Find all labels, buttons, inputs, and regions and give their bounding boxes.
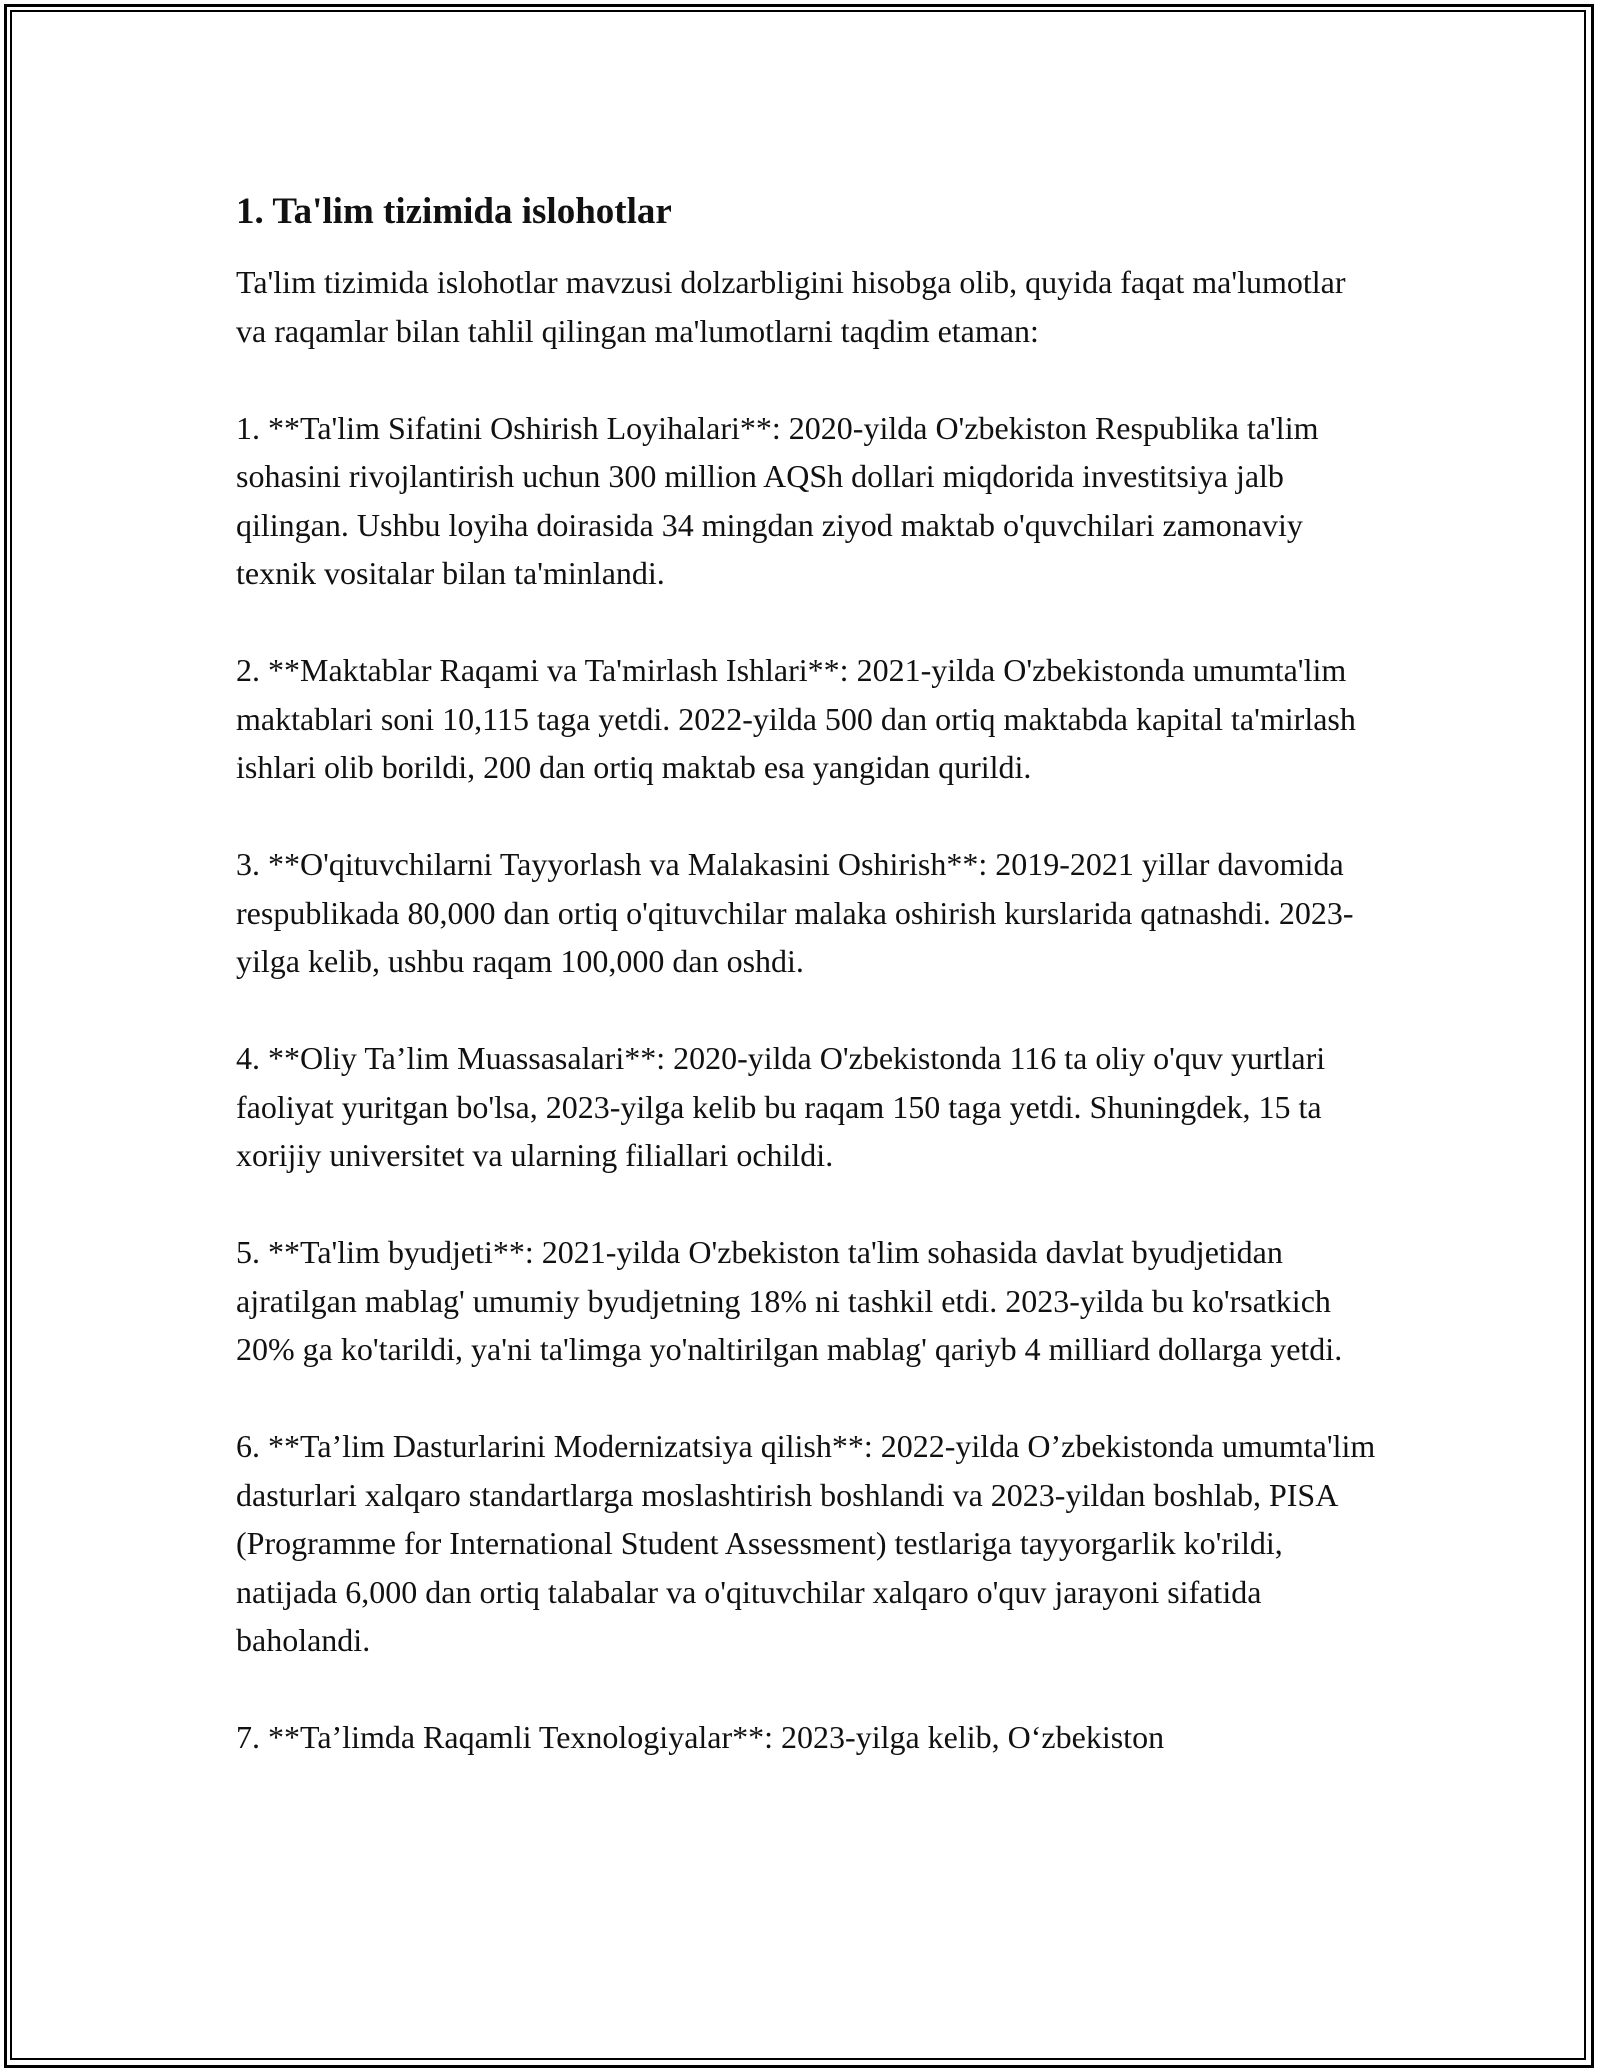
intro-paragraph: Ta'lim tizimida islohotlar mavzusi dolzarbligini hisobga olib, quyida faqat ma'lumotlar va raqamlar bilan tahlil qilingan ma'lumotlarni taqdim etaman:	[236, 264, 1346, 349]
list-item-1: 1. **Ta'lim Sifatini Oshirish Loyihalari**: 2020-yilda O'zbekiston Respublika ta'lim sohasini rivojlantirish uchun 300 million AQSh dollari miqdorida investitsiya jalb qilingan. Ushbu loyiha doirasida 34 mingdan ziyod maktab o'quvchilari zamonaviy texnik vositalar bilan ta'minlandi.	[236, 409, 1319, 591]
list-item-7: 7. **Ta’limda Raqamli Texnologiyalar**: 2023-yilga kelib, O‘zbekiston	[236, 1719, 1165, 1755]
list-item-4: 4. **Oliy Ta’lim Muassasalari**: 2020-yilda O'zbekistonda 116 ta oliy o'quv yurtlari faoliyat yuritgan bo'lsa, 2023-yilga kelib bu raqam 150 taga yetdi. Shuningdek, 15 ta xorijiy universitet va ularning filiallari ochildi.	[236, 1040, 1326, 1173]
document-body	[236, 188, 1376, 1762]
list-item-6: 6. **Ta’lim Dasturlarini Modernizatsiya qilish**: 2022-yilda O’zbekistonda umumta'lim dasturlari xalqaro standartlarga moslashtirish boshlandi va 2023-yildan boshlab, PISA (Programme for International Student Assessment) testlariga tayyorgarlik ko'rildi, natijada 6,000 dan ortiq talabalar va o'qituvchilar xalqaro o'quv jarayoni sifatida baholandi.	[236, 1428, 1376, 1658]
list-item-3: 3. **O'qituvchilarni Tayyorlash va Malakasini Oshirish**: 2019-2021 yillar davomida respublikada 80,000 dan ortiq o'qituvchilar malaka oshirish kurslarida qatnashdi. 2023-yilga kelib, ushbu raqam 100,000 dan oshdi.	[236, 846, 1354, 979]
list-item-5: 5. **Ta'lim byudjeti**: 2021-yilda O'zbekiston ta'lim sohasida davlat byudjetidan ajratilgan mablag' umumiy byudjetning 18% ni tashkil etdi. 2023-yilda bu ko'rsatkich 20% ga ko'tarildi, ya'ni ta'limga yo'naltirilgan mablag' qariyb 4 milliard dollarga yetdi.	[236, 1234, 1343, 1367]
section-heading: 1. Ta'lim tizimida islohotlar	[236, 191, 672, 232]
list-item-2: 2. **Maktablar Raqami va Ta'mirlash Ishlari**: 2021-yilda O'zbekistonda umumta'lim maktablari soni 10,115 taga yetdi. 2022-yilda 500 dan ortiq maktabda kapital ta'mirlash ishlari olib borildi, 200 dan ortiq maktab esa yangidan qurildi.	[236, 652, 1356, 785]
